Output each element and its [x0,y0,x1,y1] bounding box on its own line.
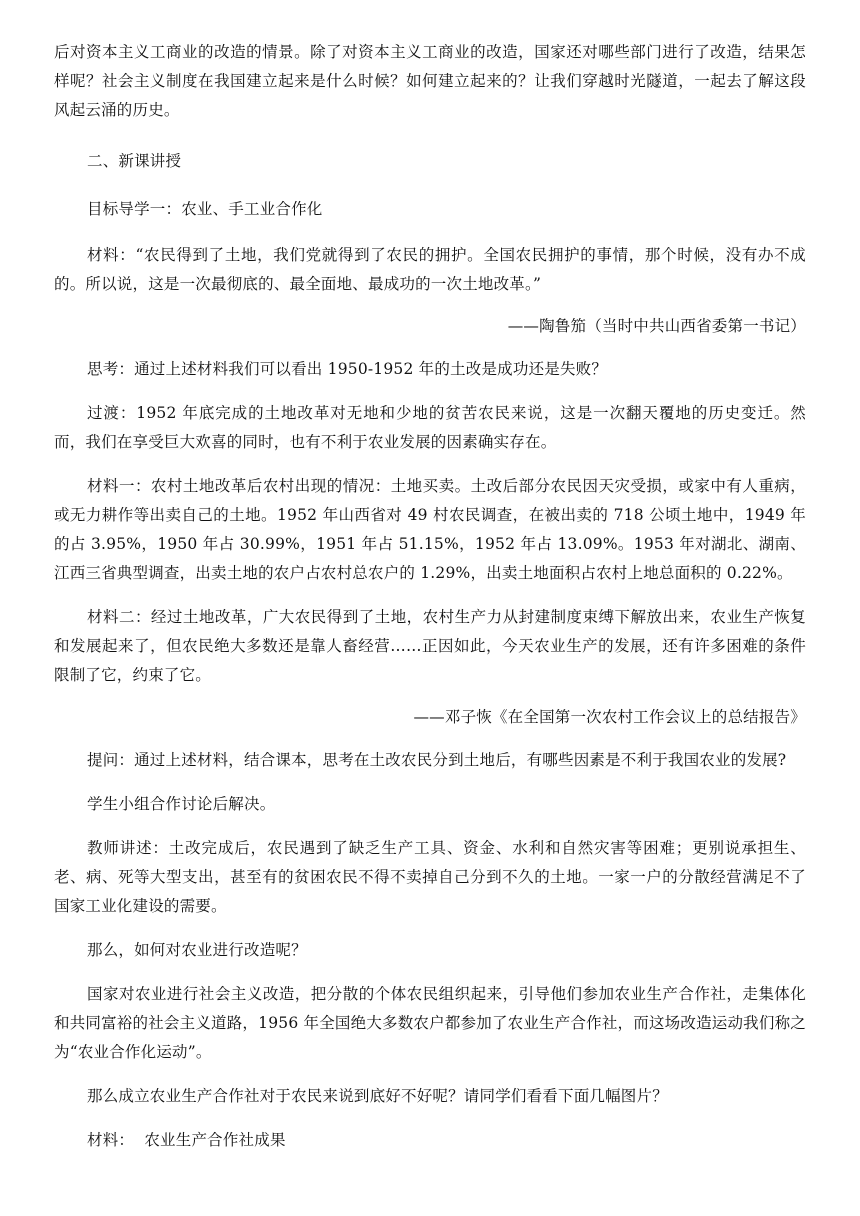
how-question-paragraph: 那么，如何对农业进行改造呢？ [87,941,307,959]
intro-paragraph: 后对资本主义工商业的改造的情景。除了对资本主义工商业的改造，国家还对哪些部门进行了改造，结果怎样呢？社会主义制度在我国建立起来是什么时候？如何建立起来的？让我们穿越时光隧道，一起去了解这段风起云涌的历史。 [54,43,806,119]
material-one-paragraph: 材料一：农村土地改革后农村出现的情况：土地买卖。土改后部分农民因天灾受损，或家中有人重病，或无力耕作等出卖自己的土地。1952 年山西省对 49 村农民调查，在被出卖的 718 公顷土地中，1949 年的占 3.95%，1950 年占 30.99%，1951 年占 51.15%，1952 年占 13.09%。1953 年对湖北、湖南、江西三省典型调查，出卖土地的农户占农村总农户的 1.29%，出卖土地面积占农村上地总面积的 0.22%。 [54,477,806,582]
teacher-explanation-paragraph: 教师讲述：土改完成后，农民遇到了缺乏生产工具、资金、水利和自然灾害等困难；更别说承担生、老、病、死等大型支出，甚至有的贫困农民不得不卖掉自己分到不久的土地。一家一户的分散经营满足不了国家工业化建设的需要。 [54,839,806,915]
goal-heading: 目标导学一：农业、手工业合作化 [87,200,323,218]
pictures-prompt-paragraph: 那么成立农业生产合作社对于农民来说到底好不好呢？请同学们看看下面几幅图片？ [87,1087,668,1105]
section-heading: 二、新课讲授 [87,152,182,170]
document-page [54,0,806,1155]
material-quote-paragraph: 材料：“农民得到了土地，我们党就得到了农民的拥护。全国农民拥护的事情，那个时候，没有办不成的。所以说，这是一次最彻底的、最全面地、最成功的一次土地改革。” [54,246,806,293]
transition-paragraph: 过渡：1952 年底完成的土地改革对无地和少地的贫苦农民来说，这是一次翻天覆地的历史变迁。然而，我们在享受巨大欢喜的同时，也有不利于农业发展的因素确实存在。 [54,404,806,451]
quote-source: ——陶鲁笳（当时中共山西省委第一书记） [507,317,806,335]
question-paragraph: 提问：通过上述材料，结合课本，思考在土改农民分到土地后，有哪些因素是不利于我国农业的发展? [87,751,787,769]
group-discussion-paragraph: 学生小组合作讨论后解决。 [87,795,276,813]
reform-explanation-paragraph: 国家对农业进行社会主义改造，把分散的个体农民组织起来，引导他们参加农业生产合作社，走集体化和共同富裕的社会主义道路，1956 年全国绝大多数农户都参加了农业生产合作社，而这场改造运动我们称之为“农业合作化运动”。 [54,985,806,1061]
material-results-paragraph: 材料： 农业生产合作社成果 [87,1131,286,1149]
think-question-paragraph: 思考：通过上述材料我们可以看出 1950-1952 年的土改是成功还是失败？ [87,360,608,378]
material-two-paragraph: 材料二：经过土地改革，广大农民得到了土地，农村生产力从封建制度束缚下解放出来，农业生产恢复和发展起来了，但农民绝大多数还是靠人畜经营……正因如此，今天农业生产的发展，还有许多困难的条件限制了它，约束了它。 [54,608,806,684]
quote-source: ——邓子恢《在全国第一次农村工作会议上的总结报告》 [413,708,806,726]
